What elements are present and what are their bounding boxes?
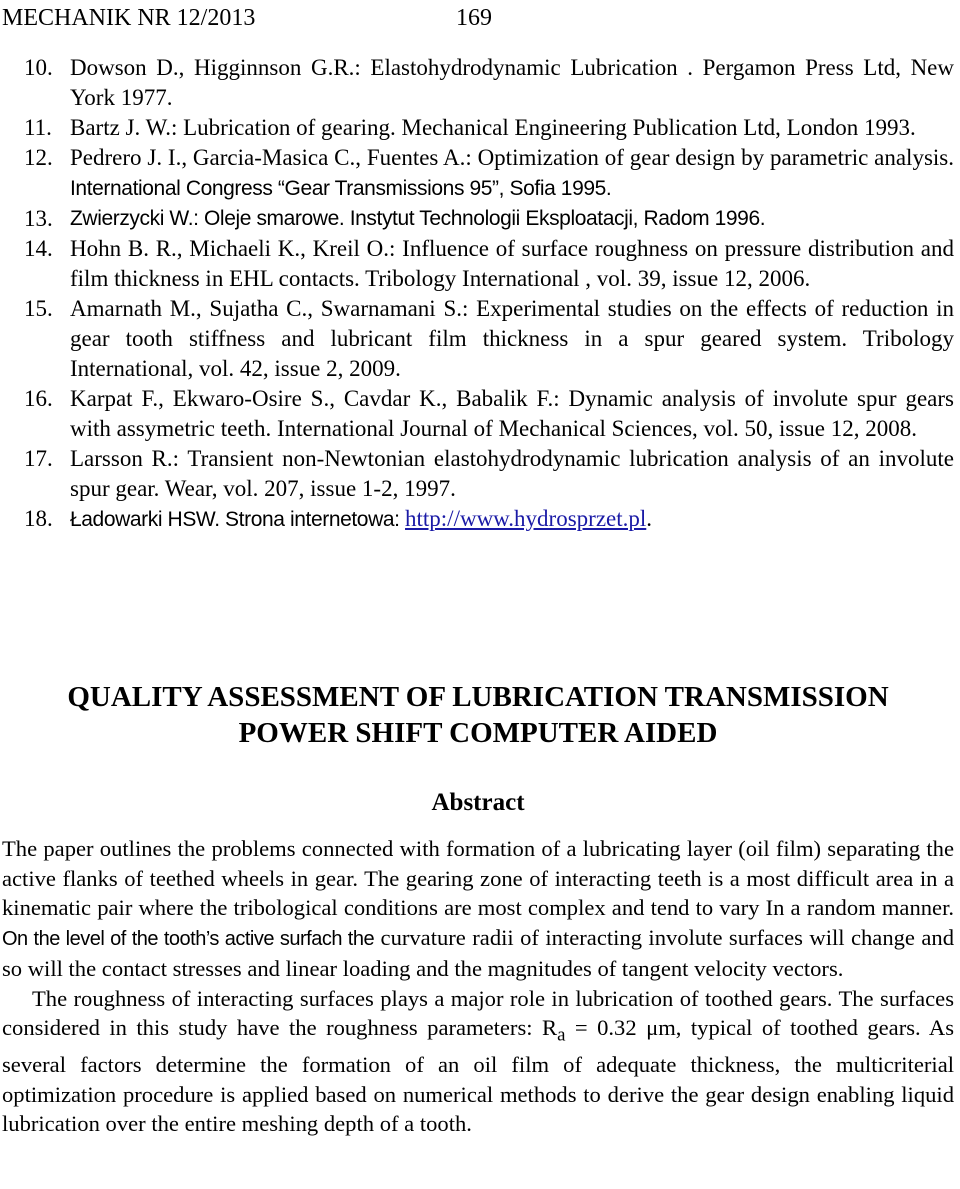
reference-text: Zwierzycki W.: Oleje smarowe. Instytut Technologii Eksploatacji, Radom 1996. [70,207,766,230]
journal-name: MECHANIK NR 12/2013 [2,5,256,31]
abstract-text: The roughness of interacting surfaces plays a major role in lubrication of toothed gears. The surfaces considered in this study have the roughness parameters: R [2,985,954,1040]
abstract-heading: Abstract [431,789,525,816]
reference-text [70,504,954,535]
reference-item [24,384,954,444]
reference-text-part: . [646,506,653,531]
reference-number: 10. [24,55,53,80]
abstract-paragraph [2,984,954,1139]
subscript-a: a [557,1024,566,1046]
reference-item [24,444,954,504]
reference-text: Amarnath M., Sujatha C., Swarnamani S.: Experimental studies on the effects of reduction in gear tooth stiffness and lubricant film thickness in a spur geared system. Tribology International, vol. 42, issue 2, 2009. [70,296,954,381]
reference-item [24,504,954,535]
reference-number: 12. [24,145,53,170]
reference-text: Bartz J. W.: Lubrication of gearing. Mechanical Engineering Publication Ltd, London 1993. [70,115,916,140]
reference-text-part: Pedrero J. I., Garcia-Masica C., Fuentes A.: Optimization of gear design by parametric analysis. [70,145,954,170]
reference-item [24,204,954,234]
abstract-text: curvature radii of interacting involute surfaces will change and so will the contact stresses and linear loading and the magnitudes of tangent velocity vectors. [2,924,955,981]
page-number: 169 [456,5,492,31]
reference-number: 16. [24,386,53,411]
paper-title-line: QUALITY ASSESSMENT OF LUBRICATION TRANSMISSION [67,681,889,713]
reference-text: Dowson D., Higginnson G.R.: Elastohydrodynamic Lubrication . Pergamon Press Ltd, New York 1977. [70,55,954,110]
reference-number: 14. [24,236,53,261]
reference-item [24,143,954,204]
reference-text-part: Ładowarki HSW. Strona internetowa: [70,508,406,531]
reference-item [24,113,954,143]
reference-text-part: International Congress “Gear Transmissions 95”, Sofia 1995. [70,177,612,200]
abstract-paragraph [2,834,954,984]
reference-item [24,53,954,113]
paper-title-line: POWER SHIFT COMPUTER AIDED [238,717,718,749]
reference-text [70,143,954,204]
abstract-text: The paper outlines the problems connected with formation of a lubricating layer (oil film) separating the active flanks of teethed wheels in gear. The gearing zone of interacting teeth is a most difficult area in a kinematic pair where the tribological conditions are most complex and tend to vary In a random manner. [2,836,954,920]
reference-number: 13. [24,206,53,231]
reference-text: Karpat F., Ekwaro-Osire S., Cavdar K., Babalik F.: Dynamic analysis of involute spur gears with assymetric teeth. International Journal of Mechanical Sciences, vol. 50, issue 12, 2008. [70,386,954,441]
reference-text: Larsson R.: Transient non-Newtonian elastohydrodynamic lubrication analysis of an involute spur gear. Wear, vol. 207, issue 1-2, 1997. [70,446,954,501]
reference-item [24,234,954,294]
abstract-text: On the level of the tooth’s active surfach the [2,927,375,950]
reference-number: 15. [24,296,53,321]
abstract-text: = 0.32 μm, typical of toothed gears. As several factors determine the formation of an oil film of adequate thickness, the multicriterial optimization procedure is applied based on numerical methods to derive the gear design enabling liquid lubrication over the entire meshing depth of a tooth. [2,1015,954,1137]
reference-number: 18. [24,506,53,531]
reference-number: 11. [24,115,52,140]
reference-text: Hohn B. R., Michaeli K., Kreil O.: Influence of surface roughness on pressure distribution and film thickness in EHL contacts. Tribology International , vol. 39, issue 12, 2006. [70,236,954,291]
reference-item [24,294,954,384]
hydrosprzet-link[interactable]: http://www.hydrosprzet.pl [405,506,647,531]
reference-list [24,53,954,535]
abstract-body [2,834,954,1139]
paper-title [0,679,956,751]
reference-number: 17. [24,446,53,471]
